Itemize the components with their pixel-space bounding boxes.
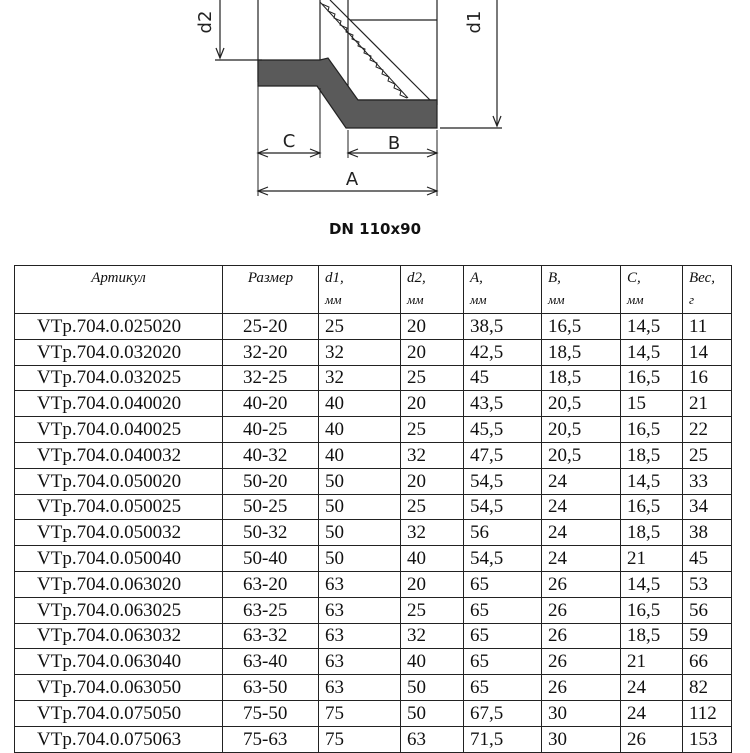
cell-a: 54,5 <box>464 494 542 520</box>
cell-d1: 50 <box>319 494 401 520</box>
cell-d1: 32 <box>319 339 401 365</box>
cell-b: 26 <box>542 597 621 623</box>
cell-b: 24 <box>542 520 621 546</box>
cell-d1: 40 <box>319 442 401 468</box>
cell-c: 14,5 <box>621 339 683 365</box>
cell-d1: 25 <box>319 314 401 340</box>
cell-a: 54,5 <box>464 546 542 572</box>
cell-d2: 32 <box>401 520 464 546</box>
cell-weight: 16 <box>683 365 732 391</box>
cell-article: VTp.704.0.075063 <box>15 726 223 752</box>
cell-b: 20,5 <box>542 417 621 443</box>
cell-article: VTp.704.0.063020 <box>15 571 223 597</box>
cell-d1: 75 <box>319 726 401 752</box>
cell-size: 40-20 <box>223 391 319 417</box>
cell-weight: 21 <box>683 391 732 417</box>
cell-d2: 50 <box>401 675 464 701</box>
cell-size: 32-25 <box>223 365 319 391</box>
cell-d1: 32 <box>319 365 401 391</box>
cell-size: 63-25 <box>223 597 319 623</box>
cell-weight: 56 <box>683 597 732 623</box>
cell-article: VTp.704.0.063025 <box>15 597 223 623</box>
header-b: B, мм <box>542 266 621 314</box>
cell-weight: 14 <box>683 339 732 365</box>
header-a: A, мм <box>464 266 542 314</box>
table-row <box>15 494 732 520</box>
cell-size: 50-40 <box>223 546 319 572</box>
reducer-drawing <box>0 0 750 215</box>
table-row <box>15 314 732 340</box>
cell-b: 24 <box>542 468 621 494</box>
cell-a: 45 <box>464 365 542 391</box>
cell-d1: 40 <box>319 391 401 417</box>
cell-size: 25-20 <box>223 314 319 340</box>
cell-d2: 63 <box>401 726 464 752</box>
table-row <box>15 571 732 597</box>
cell-size: 32-20 <box>223 339 319 365</box>
b-label: B <box>387 133 401 154</box>
table-row <box>15 442 732 468</box>
cell-d2: 25 <box>401 494 464 520</box>
cell-article: VTp.704.0.040025 <box>15 417 223 443</box>
cell-weight: 11 <box>683 314 732 340</box>
cell-article: VTp.704.0.032025 <box>15 365 223 391</box>
table-row <box>15 391 732 417</box>
cell-d2: 25 <box>401 365 464 391</box>
table-row <box>15 339 732 365</box>
cell-a: 67,5 <box>464 700 542 726</box>
cell-c: 16,5 <box>621 494 683 520</box>
cell-d2: 32 <box>401 442 464 468</box>
cell-weight: 25 <box>683 442 732 468</box>
cell-weight: 22 <box>683 417 732 443</box>
cell-size: 50-20 <box>223 468 319 494</box>
cell-d1: 75 <box>319 700 401 726</box>
cell-a: 65 <box>464 623 542 649</box>
header-d2: d2, мм <box>401 266 464 314</box>
table-body <box>15 314 732 753</box>
cell-c: 18,5 <box>621 520 683 546</box>
cell-c: 14,5 <box>621 314 683 340</box>
table-row <box>15 365 732 391</box>
cell-c: 15 <box>621 391 683 417</box>
cell-weight: 82 <box>683 675 732 701</box>
cell-a: 42,5 <box>464 339 542 365</box>
header-size: Размер <box>223 266 319 314</box>
cell-a: 45,5 <box>464 417 542 443</box>
cell-article: VTp.704.0.050032 <box>15 520 223 546</box>
cell-c: 16,5 <box>621 365 683 391</box>
cell-d2: 20 <box>401 339 464 365</box>
cell-a: 47,5 <box>464 442 542 468</box>
cell-b: 24 <box>542 494 621 520</box>
cell-b: 26 <box>542 571 621 597</box>
cell-size: 40-32 <box>223 442 319 468</box>
table-header-row <box>15 266 732 314</box>
cell-article: VTp.704.0.025020 <box>15 314 223 340</box>
cell-a: 65 <box>464 571 542 597</box>
cell-article: VTp.704.0.063050 <box>15 675 223 701</box>
cell-article: VTp.704.0.063040 <box>15 649 223 675</box>
cell-article: VTp.704.0.040032 <box>15 442 223 468</box>
cell-weight: 59 <box>683 623 732 649</box>
cell-article: VTp.704.0.050040 <box>15 546 223 572</box>
cell-c: 14,5 <box>621 468 683 494</box>
cell-d2: 40 <box>401 649 464 675</box>
cell-weight: 34 <box>683 494 732 520</box>
header-weight: Вес, г <box>683 266 732 314</box>
spec-table <box>14 265 732 753</box>
cell-size: 63-50 <box>223 675 319 701</box>
a-label: A <box>345 169 359 190</box>
cell-size: 75-50 <box>223 700 319 726</box>
d1-label: d1 <box>464 10 485 34</box>
header-c: C, мм <box>621 266 683 314</box>
cell-a: 43,5 <box>464 391 542 417</box>
table-row <box>15 675 732 701</box>
cell-c: 26 <box>621 726 683 752</box>
table-row <box>15 546 732 572</box>
cell-c: 14,5 <box>621 571 683 597</box>
d2-label: d2 <box>195 10 216 34</box>
cell-b: 20,5 <box>542 442 621 468</box>
cell-d1: 63 <box>319 623 401 649</box>
cell-weight: 33 <box>683 468 732 494</box>
table-row <box>15 520 732 546</box>
cell-b: 26 <box>542 649 621 675</box>
cell-d2: 25 <box>401 597 464 623</box>
cell-article: VTp.704.0.075050 <box>15 700 223 726</box>
cell-weight: 112 <box>683 700 732 726</box>
cell-c: 16,5 <box>621 597 683 623</box>
cell-d2: 20 <box>401 468 464 494</box>
cell-weight: 53 <box>683 571 732 597</box>
cell-size: 63-32 <box>223 623 319 649</box>
cell-d2: 50 <box>401 700 464 726</box>
drawing-caption: DN 110x90 <box>328 220 422 238</box>
cell-c: 21 <box>621 546 683 572</box>
cell-c: 21 <box>621 649 683 675</box>
cell-b: 16,5 <box>542 314 621 340</box>
cell-b: 26 <box>542 623 621 649</box>
cell-a: 38,5 <box>464 314 542 340</box>
table-row <box>15 700 732 726</box>
cell-c: 24 <box>621 675 683 701</box>
cell-a: 56 <box>464 520 542 546</box>
cell-b: 24 <box>542 546 621 572</box>
cell-a: 65 <box>464 675 542 701</box>
cell-c: 24 <box>621 700 683 726</box>
cell-d1: 63 <box>319 571 401 597</box>
cell-size: 63-40 <box>223 649 319 675</box>
cell-weight: 153 <box>683 726 732 752</box>
table-row <box>15 623 732 649</box>
cell-article: VTp.704.0.050020 <box>15 468 223 494</box>
cell-size: 75-63 <box>223 726 319 752</box>
cell-d2: 20 <box>401 571 464 597</box>
cell-c: 16,5 <box>621 417 683 443</box>
cell-b: 30 <box>542 726 621 752</box>
cell-b: 30 <box>542 700 621 726</box>
table-row <box>15 468 732 494</box>
cell-article: VTp.704.0.040020 <box>15 391 223 417</box>
cell-b: 20,5 <box>542 391 621 417</box>
cell-weight: 38 <box>683 520 732 546</box>
c-label: C <box>282 131 296 152</box>
table-row <box>15 417 732 443</box>
cell-d2: 25 <box>401 417 464 443</box>
cell-a: 65 <box>464 649 542 675</box>
d2-dimension <box>215 0 262 60</box>
cell-b: 26 <box>542 675 621 701</box>
cell-c: 18,5 <box>621 442 683 468</box>
cell-d2: 20 <box>401 314 464 340</box>
cell-size: 63-20 <box>223 571 319 597</box>
cell-d1: 50 <box>319 546 401 572</box>
cell-d1: 63 <box>319 597 401 623</box>
cell-size: 50-25 <box>223 494 319 520</box>
cell-d2: 32 <box>401 623 464 649</box>
cell-article: VTp.704.0.063032 <box>15 623 223 649</box>
cell-d1: 40 <box>319 417 401 443</box>
cell-d1: 50 <box>319 520 401 546</box>
table-row <box>15 726 732 752</box>
cell-b: 18,5 <box>542 365 621 391</box>
cell-size: 40-25 <box>223 417 319 443</box>
cell-d1: 50 <box>319 468 401 494</box>
cell-size: 50-32 <box>223 520 319 546</box>
cell-article: VTp.704.0.032020 <box>15 339 223 365</box>
table-row <box>15 649 732 675</box>
cell-weight: 45 <box>683 546 732 572</box>
cell-d1: 63 <box>319 675 401 701</box>
cell-d1: 63 <box>319 649 401 675</box>
cell-article: VTp.704.0.050025 <box>15 494 223 520</box>
cell-weight: 66 <box>683 649 732 675</box>
header-d1: d1, мм <box>319 266 401 314</box>
cell-b: 18,5 <box>542 339 621 365</box>
header-article: Артикул <box>15 266 223 314</box>
cell-c: 18,5 <box>621 623 683 649</box>
cell-a: 71,5 <box>464 726 542 752</box>
cell-d2: 40 <box>401 546 464 572</box>
cell-a: 65 <box>464 597 542 623</box>
cell-d2: 20 <box>401 391 464 417</box>
cell-a: 54,5 <box>464 468 542 494</box>
table-row <box>15 597 732 623</box>
